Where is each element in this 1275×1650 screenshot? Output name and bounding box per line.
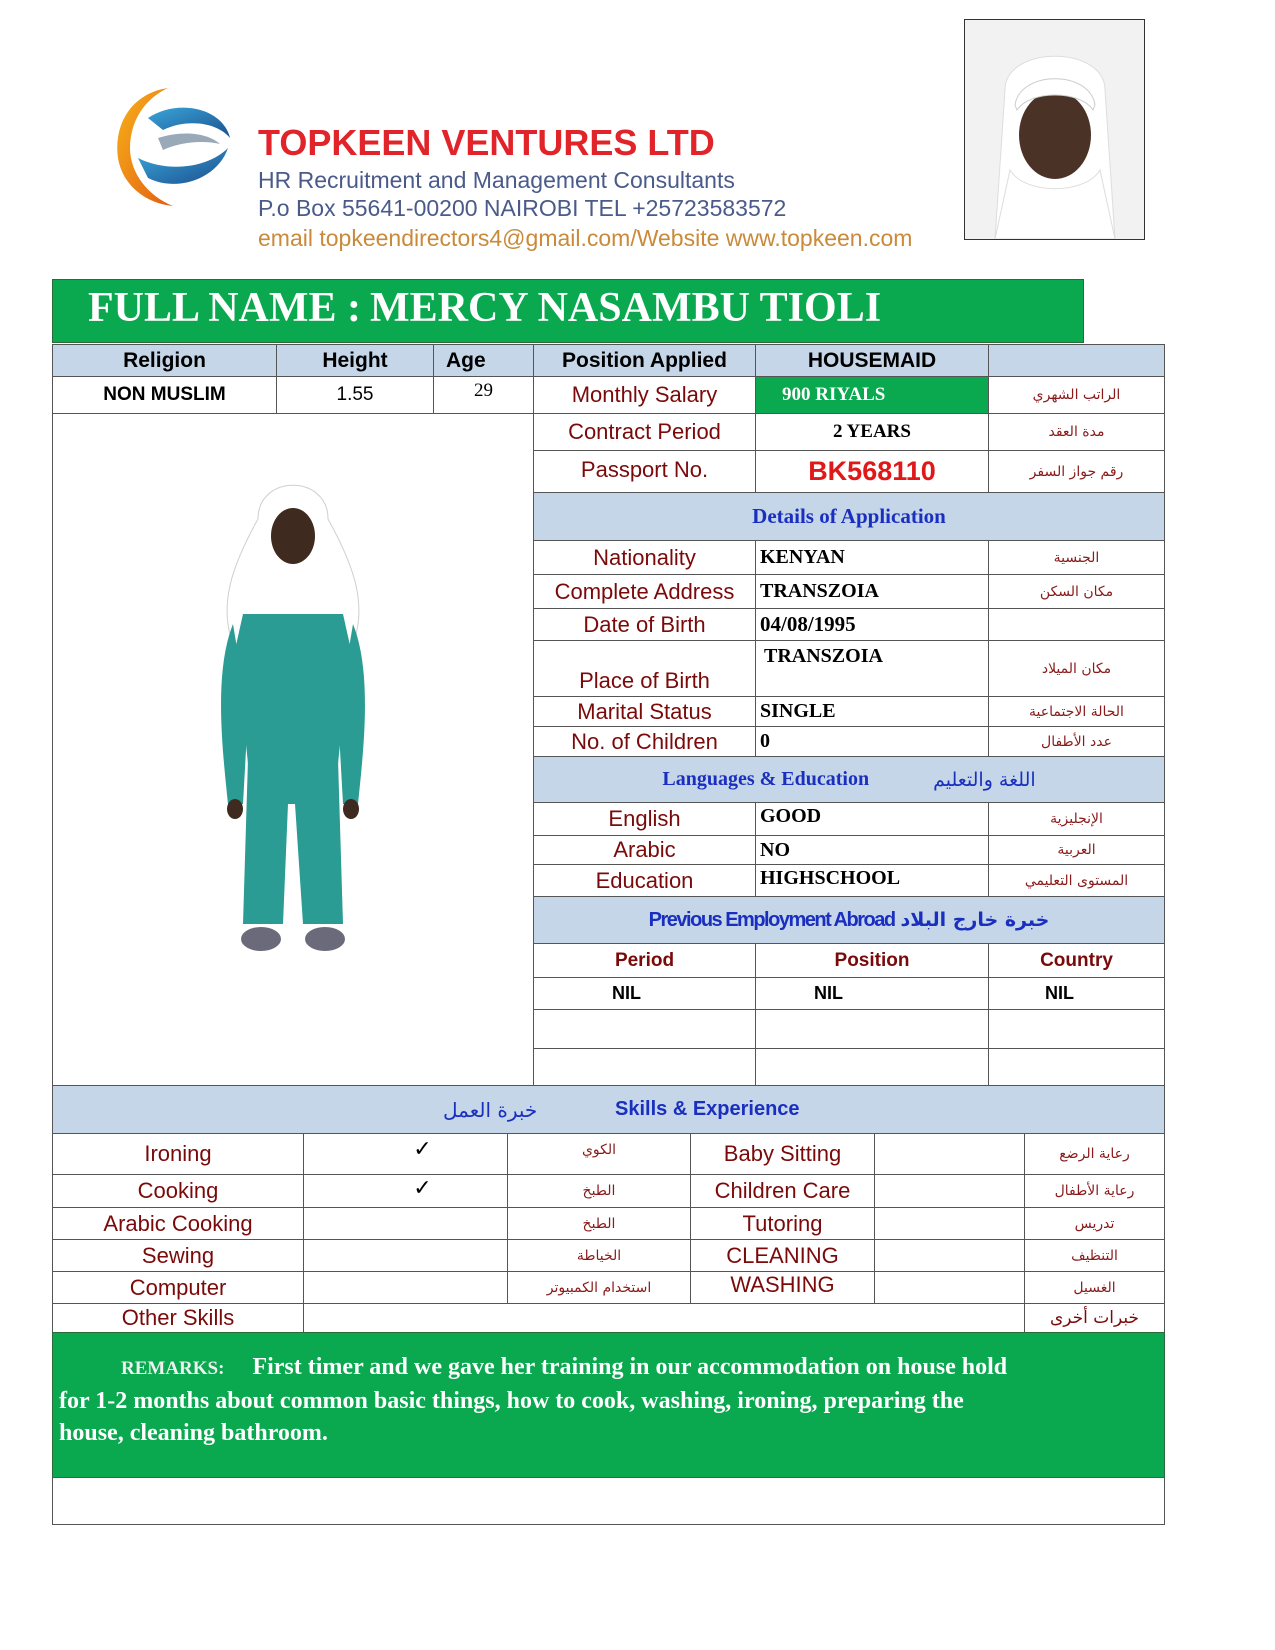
contract-period-arabic: مدة العقد — [988, 413, 1165, 451]
height-value: 1.55 — [276, 376, 434, 414]
dob-label: Date of Birth — [533, 608, 756, 641]
children-value: 0 — [755, 726, 989, 757]
address-value: TRANSZOIA — [755, 574, 989, 609]
employment-section — [533, 896, 1165, 944]
contract-period-label: Contract Period — [533, 413, 756, 451]
skill-ironing-arabic: الكوي — [507, 1133, 691, 1175]
salary-arabic: الراتب الشهري — [988, 376, 1165, 414]
arabic-arabic: العربية — [988, 835, 1165, 865]
skill-cooking-label: Cooking — [52, 1174, 304, 1208]
dob-arabic — [988, 608, 1165, 641]
position-value: HOUSEMAID — [755, 344, 989, 377]
company-logo — [108, 78, 238, 213]
skill-computer-check — [303, 1271, 508, 1304]
company-name: TOPKEEN VENTURES LTD — [258, 122, 715, 163]
skills-section — [52, 1085, 1165, 1134]
pob-label: Place of Birth — [533, 640, 756, 697]
skill-ironing-label: Ironing — [52, 1133, 304, 1175]
employment-empty-row — [533, 1009, 756, 1049]
salary-value: 900 RIYALS — [755, 376, 989, 414]
height-header: Height — [276, 344, 434, 377]
skill-baby-sitting-check — [874, 1133, 1025, 1175]
education-arabic: المستوى التعليمي — [988, 864, 1165, 897]
passport-photo — [964, 19, 1145, 240]
pob-value: TRANSZOIA — [755, 640, 989, 697]
full-body-photo-cell — [52, 413, 534, 1086]
employment-col-position: Position — [755, 943, 989, 978]
employment-empty-row — [533, 1048, 756, 1086]
full-name-value: MERCY NASAMBU TIOLI — [370, 285, 882, 331]
pob-arabic: مكان الميلاد — [988, 640, 1165, 697]
english-label: English — [533, 802, 756, 836]
skill-baby-sitting-arabic: رعاية الرضع — [1024, 1133, 1165, 1175]
nationality-value: KENYAN — [755, 540, 989, 575]
skill-cooking-check: ✓ — [303, 1174, 508, 1208]
marital-arabic: الحالة الاجتماعية — [988, 696, 1165, 727]
dob-value: 04/08/1995 — [755, 608, 989, 641]
employment-empty-row — [755, 1009, 989, 1049]
full-body-photo — [203, 474, 383, 974]
remarks-text-line1: First timer and we gave her training in our accommodation on house hold — [252, 1354, 1008, 1380]
address-label: Complete Address — [533, 574, 756, 609]
children-arabic: عدد الأطفال — [988, 726, 1165, 757]
education-label: Education — [533, 864, 756, 897]
passport-label: Passport No. — [533, 450, 756, 493]
skill-cleaning-arabic: التنظيف — [1024, 1239, 1165, 1272]
religion-header: Religion — [52, 344, 277, 377]
skill-ironing-check: ✓ — [303, 1133, 508, 1175]
skill-sewing-check — [303, 1239, 508, 1272]
company-address: P.o Box 55641-00200 NAIROBI TEL +25723583572 — [258, 195, 787, 221]
languages-title-arabic: اللغة والتعليم — [933, 768, 1036, 791]
employment-title: Previous Employment Abroad — [648, 908, 895, 931]
skill-cleaning-check — [874, 1239, 1025, 1272]
languages-title: Languages & Education — [662, 768, 870, 790]
skill-baby-sitting-label: Baby Sitting — [690, 1133, 875, 1175]
languages-section — [533, 756, 1165, 803]
skill-other-label: Other Skills — [52, 1303, 304, 1333]
skill-washing-arabic: الغسيل — [1024, 1271, 1165, 1304]
skill-other-arabic: خبرات أخرى — [1024, 1303, 1165, 1333]
passport-value: BK568110 — [755, 450, 989, 493]
skill-children-care-check — [874, 1174, 1025, 1208]
arabic-label: Arabic — [533, 835, 756, 865]
english-value: GOOD — [755, 802, 989, 836]
salary-label: Monthly Salary — [533, 376, 756, 414]
employment-period-value: NIL — [533, 977, 756, 1010]
skill-tutoring-label: Tutoring — [690, 1207, 875, 1240]
address-arabic: مكان السكن — [988, 574, 1165, 609]
employment-empty-row — [988, 1048, 1165, 1086]
marital-value: SINGLE — [755, 696, 989, 727]
skill-cleaning-label: CLEANING — [690, 1239, 875, 1272]
employment-empty-row — [755, 1048, 989, 1086]
footer-empty-row — [52, 1477, 1165, 1525]
education-value: HIGHSCHOOL — [755, 864, 989, 897]
marital-label: Marital Status — [533, 696, 756, 727]
skill-washing-label: WASHING — [690, 1271, 875, 1304]
application-title: Details of Application — [533, 492, 1165, 541]
skill-tutoring-arabic: تدريس — [1024, 1207, 1165, 1240]
employment-col-period: Period — [533, 943, 756, 978]
company-tagline: HR Recruitment and Management Consultants — [258, 167, 735, 193]
contract-period-value: 2 YEARS — [755, 413, 989, 451]
religion-value: NON MUSLIM — [52, 376, 277, 414]
nationality-label: Nationality — [533, 540, 756, 575]
company-contact: email topkeendirectors4@gmail.com/Website www.topkeen.com — [258, 225, 913, 251]
employment-empty-row — [988, 1009, 1165, 1049]
english-arabic: الإنجليزية — [988, 802, 1165, 836]
skill-computer-arabic: استخدام الكمبيوتر — [507, 1271, 691, 1304]
skill-cooking-arabic: الطبخ — [507, 1174, 691, 1208]
employment-position-value: NIL — [755, 977, 989, 1010]
skill-children-care-arabic: رعاية الأطفال — [1024, 1174, 1165, 1208]
remarks-line-1 — [59, 1351, 1158, 1385]
full-name-label: FULL NAME : — [88, 285, 361, 331]
skill-sewing-label: Sewing — [52, 1239, 304, 1272]
skills-title: Skills & Experience — [615, 1098, 800, 1120]
children-label: No. of Children — [533, 726, 756, 757]
passport-arabic: رقم جواز السفر — [988, 450, 1165, 493]
skill-computer-label: Computer — [52, 1271, 304, 1304]
skill-arabic-cooking-label: Arabic Cooking — [52, 1207, 304, 1240]
employment-country-value: NIL — [988, 977, 1165, 1010]
skill-tutoring-check — [874, 1207, 1025, 1240]
skill-sewing-arabic: الخياطة — [507, 1239, 691, 1272]
skill-washing-check — [874, 1271, 1025, 1304]
remarks-text-line3: house, cleaning bathroom. — [59, 1420, 328, 1446]
header-empty — [988, 344, 1165, 377]
skill-other-value — [303, 1303, 1025, 1333]
remarks-text-line2: for 1-2 months about common basic things, how to cook, washing, ironing, preparing the — [59, 1388, 964, 1414]
skill-arabic-cooking-check — [303, 1207, 508, 1240]
employment-col-country: Country — [988, 943, 1165, 978]
age-value: 29 — [433, 376, 534, 414]
skills-title-arabic: خبرة العمل — [443, 1097, 538, 1122]
remarks-box — [52, 1332, 1165, 1478]
skill-arabic-cooking-arabic: الطبخ — [507, 1207, 691, 1240]
remarks-label: REMARKS: — [121, 1358, 225, 1379]
arabic-value: NO — [755, 835, 989, 865]
nationality-arabic: الجنسية — [988, 540, 1165, 575]
employment-title-arabic: خبرة خارج البلاد — [900, 909, 1050, 931]
position-header: Position Applied — [533, 344, 756, 377]
age-header: Age — [433, 344, 534, 377]
skill-children-care-label: Children Care — [690, 1174, 875, 1208]
